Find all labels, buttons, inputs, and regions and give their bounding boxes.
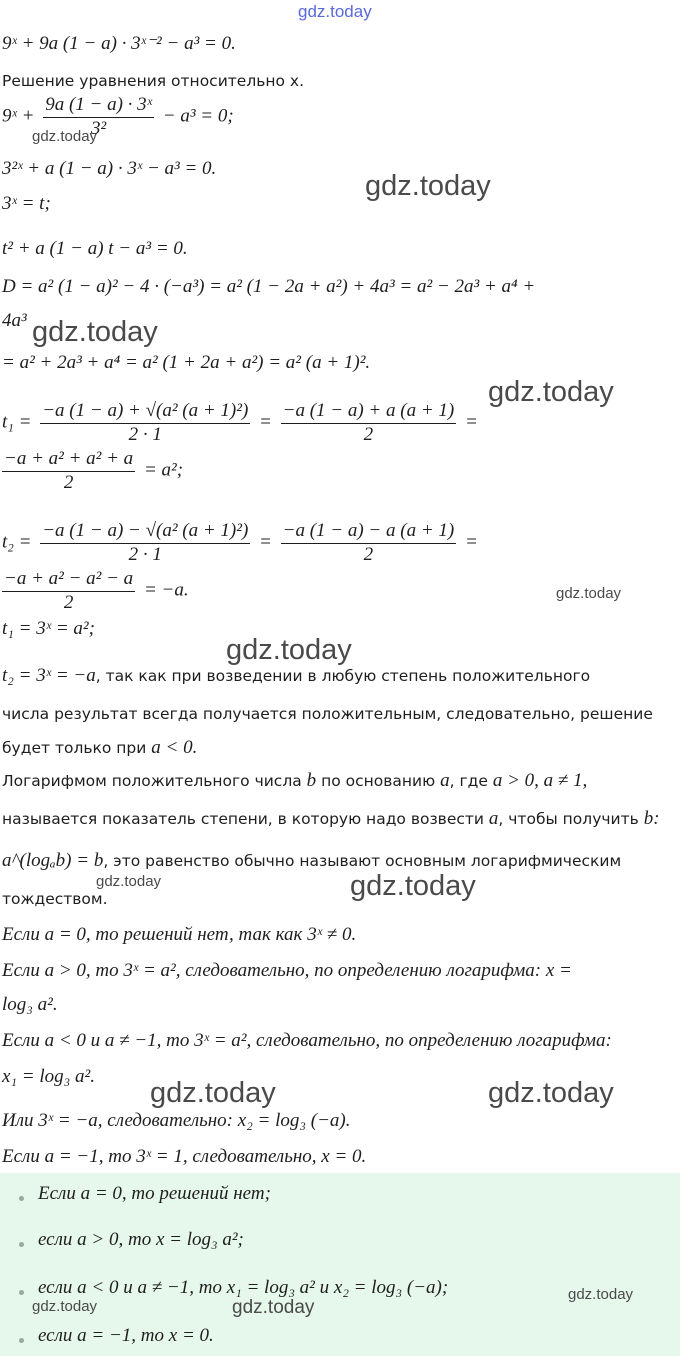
quadratic-equation: t² + a (1 − a) t − a³ = 0.	[2, 238, 188, 259]
case-a-positive: Если a > 0, то 3ˣ = a², следовательно, по определению логарифма: x =	[2, 960, 572, 981]
watermark: gdz.today	[96, 873, 162, 890]
watermark: gdz.today	[32, 1298, 98, 1315]
case-a-negative: Если a < 0 и a ≠ −1, то 3ˣ = a², следовательно, по определению логарифма:	[2, 1030, 612, 1051]
watermark: gdz.today	[556, 585, 622, 602]
watermark: gdz.today	[226, 634, 352, 666]
watermark: gdz.today	[365, 170, 491, 202]
t1-equation: t₁ = 3ˣ = a²;	[2, 618, 95, 639]
case-a-positive-result: log₃ a².	[2, 994, 58, 1015]
answer-summary-box	[0, 1173, 680, 1356]
t2-condition: будет только при a < 0.	[2, 737, 198, 758]
watermark: gdz.today	[32, 316, 158, 348]
t2-formula: t₂ = $\frac{\text{−a (1 − a) − √(a² (a + 1)²)}}{2 \cdot 1}$ = $\frac{-a (1 - a) - a (a + 1)}{2}$ =	[2, 520, 478, 565]
log-definition-1: Логарифмом положительного числа b по основанию a, где a > 0, a ≠ 1,	[2, 770, 588, 791]
watermark: gdz.today	[32, 128, 98, 145]
summary-item: если a > 0, то x = log₃ a²;	[38, 1229, 244, 1250]
watermark: gdz.today	[232, 1297, 315, 1318]
case-or: Или 3ˣ = −a, следовательно: x₂ = log₃ (−a).	[2, 1110, 351, 1131]
t2-equation: t₂ = 3ˣ = −a, так как при возведении в любую степень положительного	[2, 665, 591, 686]
discriminant-line-2: 4a³	[2, 310, 27, 331]
summary-item: если a = −1, то x = 0.	[38, 1325, 214, 1346]
watermark-top: gdz.today	[298, 2, 372, 21]
bullet-icon	[19, 1196, 24, 1201]
case-a-negative-result: x₁ = log₃ a².	[2, 1066, 95, 1087]
t1-formula: t₁ = $\frac{\text{−a (1 − a) + √(a² (a + 1)²)}}{2 \cdot 1}$ = $\frac{-a (1 - a) + a (a + 1)}{2}$ =	[2, 400, 478, 445]
bullet-icon	[19, 1290, 24, 1295]
t2-explanation: числа результат всегда получается положительным, следовательно, решение	[2, 705, 653, 723]
solution-heading: Решение уравнения относительно x.	[2, 72, 305, 90]
watermark: gdz.today	[568, 1286, 634, 1303]
step2-equation: 3²ˣ + a (1 − a) · 3ˣ − a³ = 0.	[2, 158, 217, 179]
substitution: 3ˣ = t;	[2, 193, 51, 214]
main-equation: 9ˣ + 9a (1 − a) · 3ˣ⁻² − a³ = 0.	[2, 33, 236, 54]
step1-equation: 9ˣ + $\frac{\text{9a (1 − a) · 3ˣ}}{\text{3²}}$ − a³ = 0;	[2, 94, 234, 139]
discriminant-line-1: D = a² (1 − a)² − 4 · (−a³) = a² (1 − 2a + a²) + 4a³ = a² − 2a³ + a⁴ +	[2, 276, 536, 297]
log-identity: a^(logₐb) = b, это равенство обычно называют основным логарифмическим	[2, 850, 622, 871]
log-identity-end: тождеством.	[2, 890, 108, 908]
watermark: gdz.today	[488, 376, 614, 408]
watermark: gdz.today	[488, 1077, 614, 1109]
summary-item: если a < 0 и a ≠ −1, то x₁ = log₃ a² и x₂ = log₃ (−a);	[38, 1277, 449, 1298]
t1-formula-cont: $\frac{\text{−a + a² + a² + a}}{2}$ = a²;	[4, 448, 184, 493]
watermark: gdz.today	[350, 870, 476, 902]
t2-formula-cont: $\frac{\text{−a + a² − a² − a}}{2}$ = −a.	[4, 568, 189, 613]
discriminant-line-3: = a² + 2a³ + a⁴ = a² (1 + 2a + a²) = a² (a + 1)².	[2, 352, 371, 373]
bullet-icon	[19, 1338, 24, 1343]
bullet-icon	[19, 1242, 24, 1247]
watermark: gdz.today	[150, 1077, 276, 1109]
log-definition-2: называется показатель степени, в которую надо возвести a, чтобы получить b:	[2, 808, 660, 829]
summary-item: Если a = 0, то решений нет;	[38, 1183, 271, 1204]
case-a-minus-one: Если a = −1, то 3ˣ = 1, следовательно, x = 0.	[2, 1146, 367, 1167]
case-a-zero: Если a = 0, то решений нет, так как 3ˣ ≠ 0.	[2, 924, 357, 945]
